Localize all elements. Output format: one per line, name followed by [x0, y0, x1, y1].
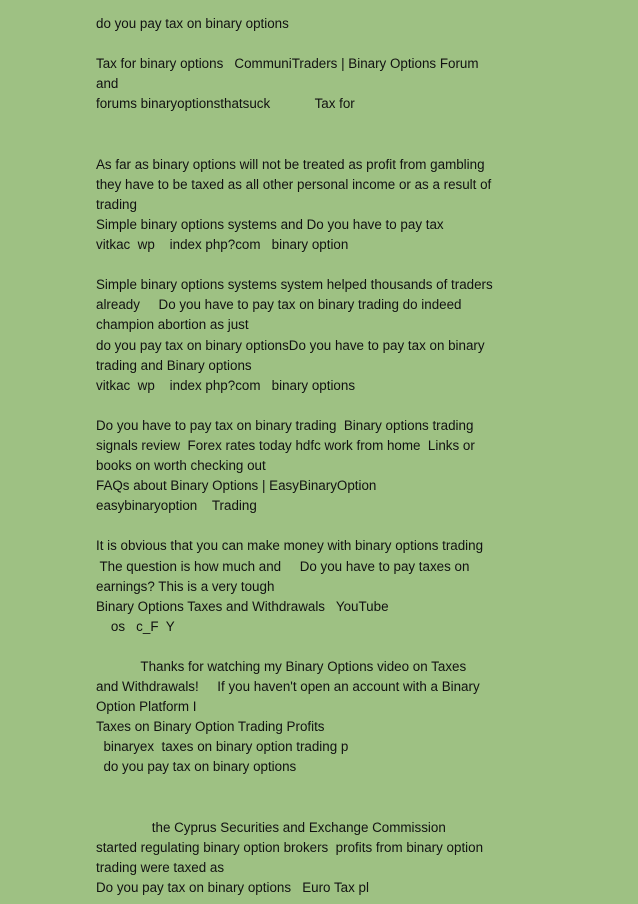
text-line: trading were taxed as [96, 859, 225, 875]
text-line: Tax for binary options CommuniTraders | Binary Options Forum [96, 56, 479, 72]
text-line: Thanks for watching my Binary Options video on Taxes [96, 659, 467, 674]
text-line: the Cyprus Securities and Exchange Commission [96, 819, 446, 835]
text-line: champion abortion as just [96, 317, 249, 333]
text-line: forums binaryoptionsthatsuck Tax for [96, 96, 355, 112]
text-line: signals review Forex rates today hdfc work from home Links or [96, 437, 475, 453]
blank-line [96, 637, 638, 657]
text-line: do you pay tax on binary options [96, 16, 289, 31]
blank-line [96, 255, 638, 275]
blank-line [96, 778, 638, 798]
text-line: os c_F Y [96, 618, 175, 634]
text-line: trading [96, 196, 137, 212]
text-line: The question is how much and Do you have to pay taxes on [96, 558, 470, 574]
text-line: trading and Binary options [96, 357, 252, 373]
text-line: books on worth checking out [96, 458, 266, 474]
text-line: FAQs about Binary Options | EasyBinaryOption [96, 478, 377, 494]
text-line: Do you have to pay tax on binary trading Binary options trading [96, 417, 474, 433]
text-line: already Do you have to pay tax on binary trading do indeed [96, 297, 462, 313]
text-line: Do you pay tax on binary options Euro Tax pl [96, 880, 369, 896]
blank-line [96, 34, 638, 54]
text-line: Taxes on Binary Option Trading Profits [96, 719, 325, 735]
text-line: binaryex taxes on binary option trading p [96, 739, 349, 755]
blank-line [96, 135, 638, 155]
text-line: started regulating binary option brokers profits from binary option [96, 839, 484, 855]
blank-line [96, 798, 638, 818]
text-line: Simple binary options systems and Do you have to pay tax [96, 216, 444, 232]
text-line: do you pay tax on binary options [96, 759, 297, 775]
text-line: vitkac wp index php?com binary option [96, 237, 349, 253]
text-line: they have to be taxed as all other personal income or as a result of [96, 176, 492, 192]
blank-line [96, 114, 638, 134]
text-line: do you pay tax on binary optionsDo you have to pay tax on binary [96, 337, 485, 353]
text-line: As far as binary options will not be treated as profit from gambling [96, 156, 485, 172]
text-line: vitkac wp index php?com binary options [96, 377, 356, 393]
blank-line [96, 396, 638, 416]
text-line: earnings? This is a very tough [96, 578, 275, 594]
text-line: easybinaryoption Trading [96, 498, 257, 514]
text-line: and [96, 76, 119, 92]
text-line: and Withdrawals! If you haven't open an account with a Binary [96, 679, 480, 695]
text-line: Option Platform I [96, 699, 197, 715]
text-line: It is obvious that you can make money with binary options trading [96, 538, 484, 554]
text-line: Binary Options Taxes and Withdrawals YouTube [96, 598, 389, 614]
blank-line [96, 516, 638, 536]
text-line: Simple binary options systems system helped thousands of traders [96, 277, 493, 293]
